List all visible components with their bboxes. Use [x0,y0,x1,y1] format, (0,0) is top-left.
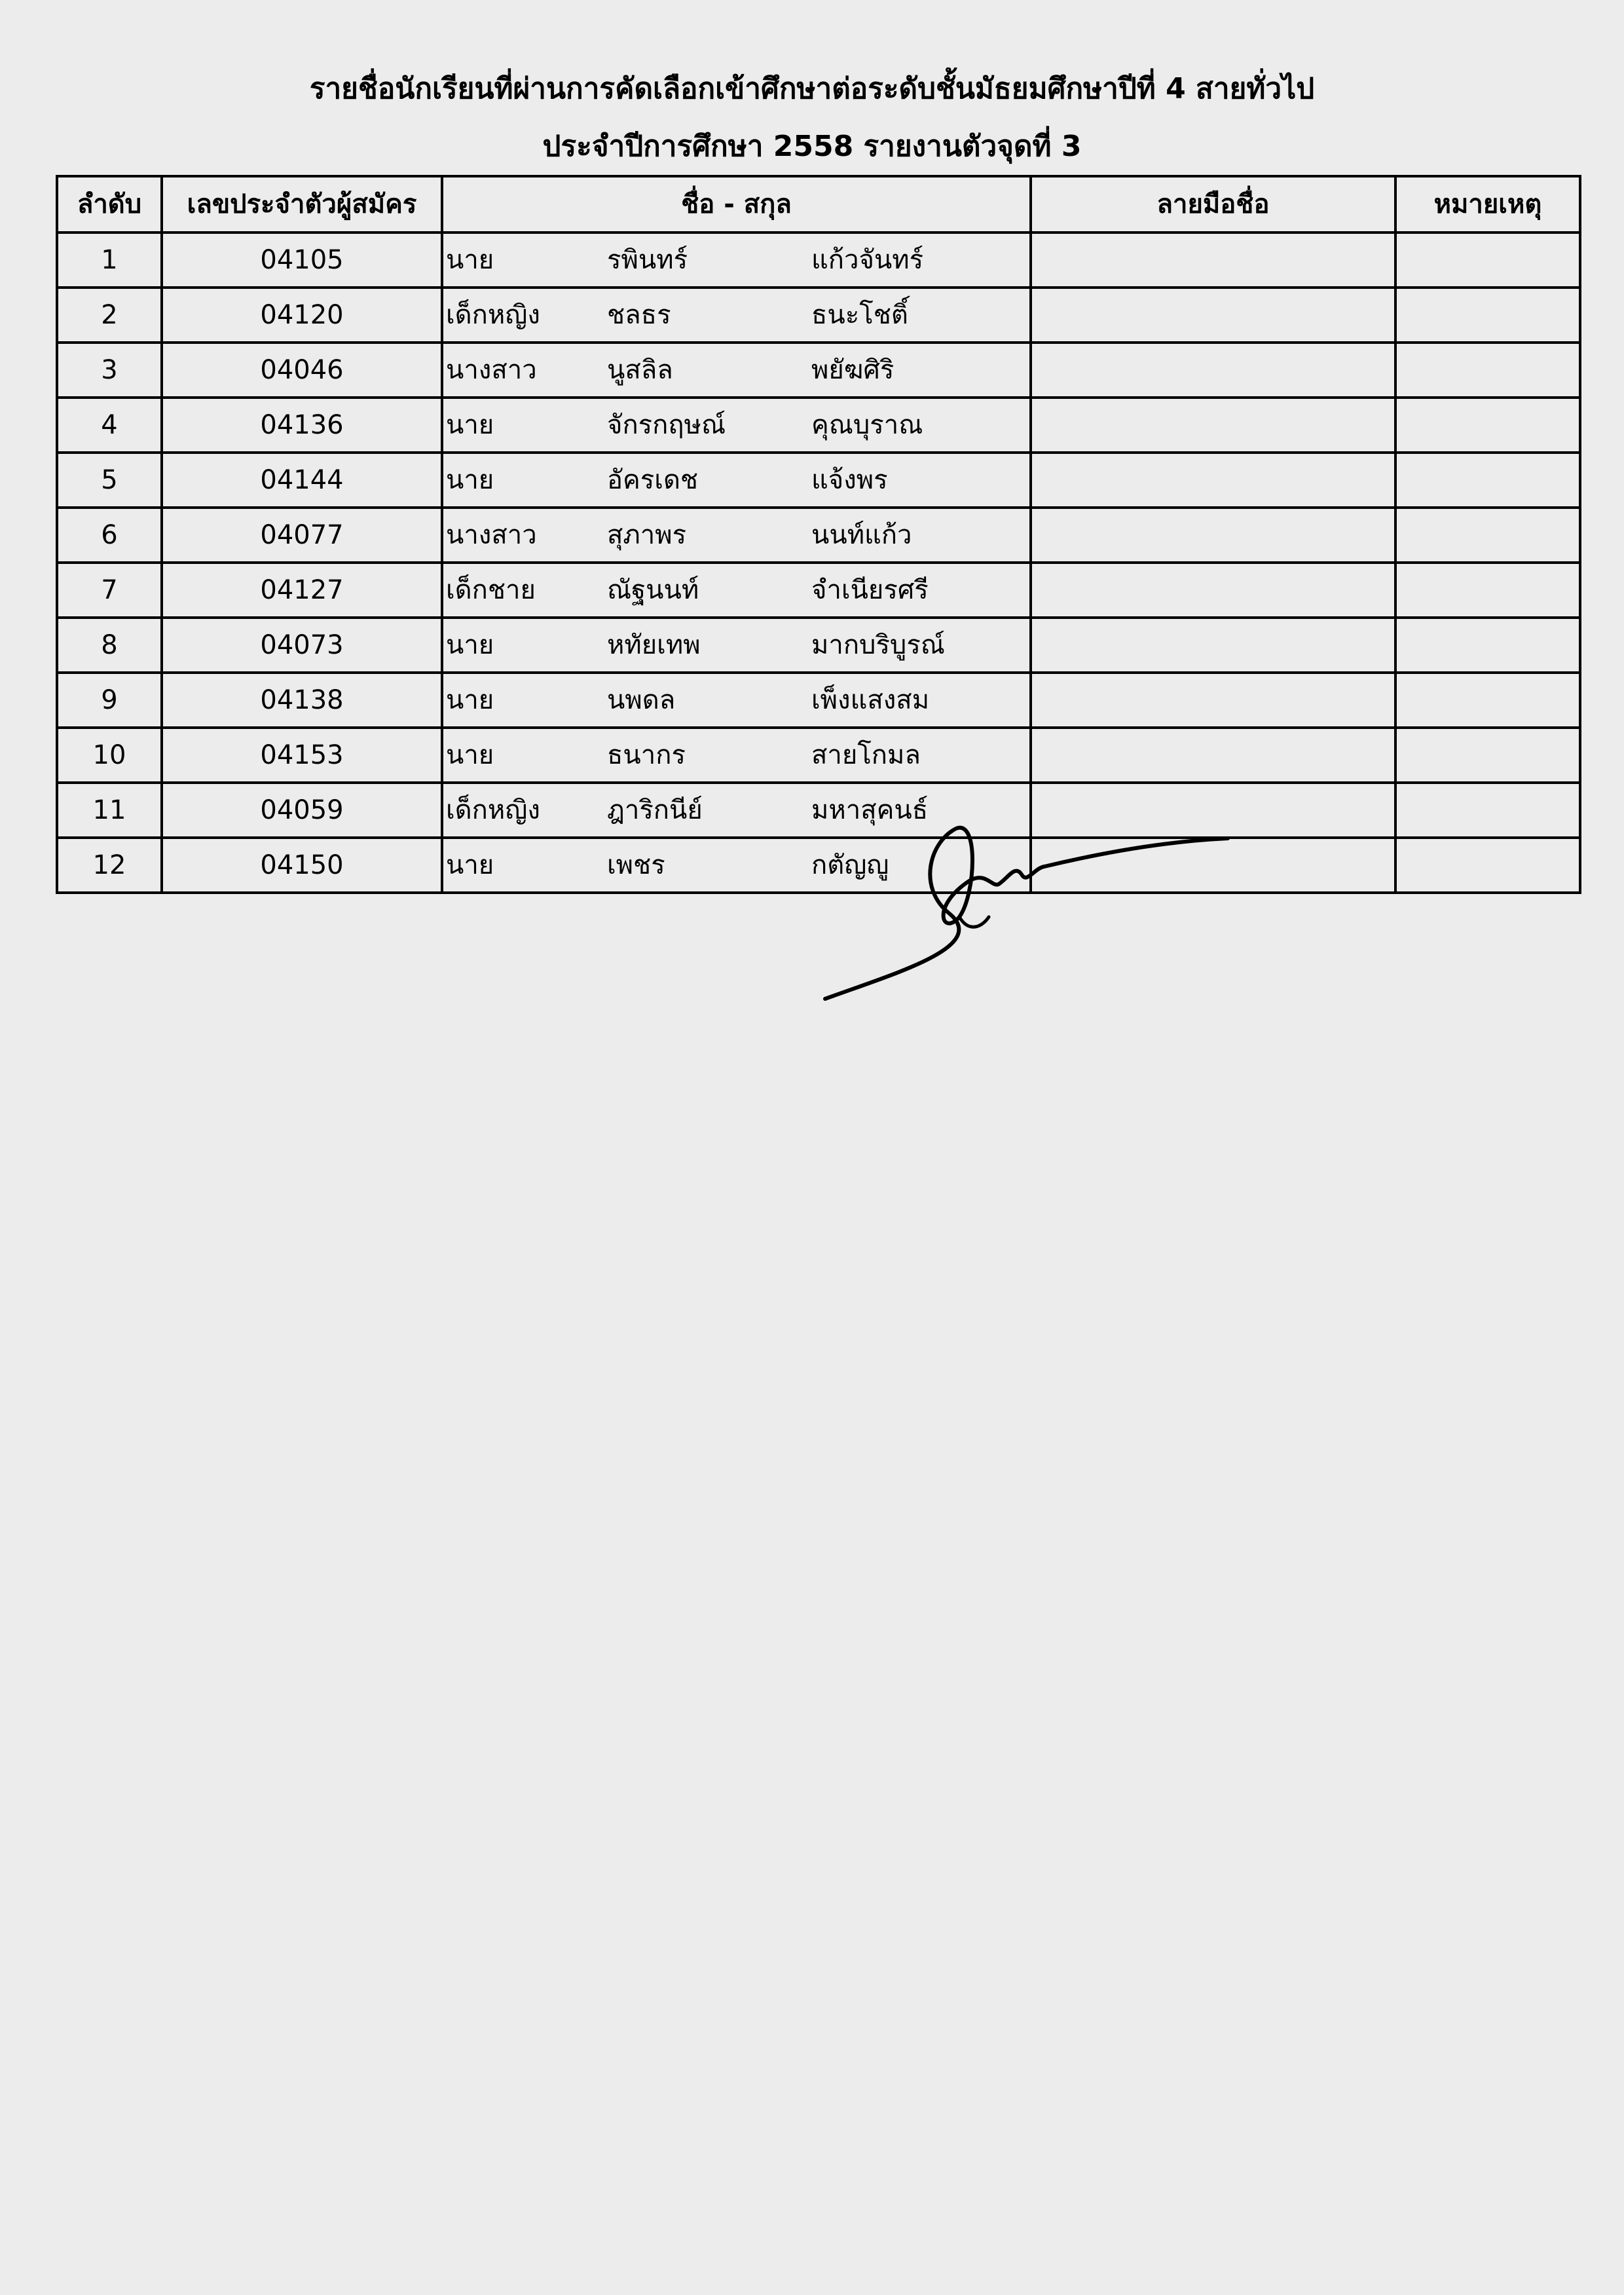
cell-signature[interactable] [1031,453,1395,508]
cell-order: 5 [57,453,162,508]
last-name: ธนะโชติ์ [811,300,908,330]
name-parts [443,619,1029,671]
cell-remarks[interactable] [1395,563,1580,618]
cell-signature[interactable] [1031,398,1395,453]
column-header-full-name: ชื่อ - สกุล [442,176,1031,233]
cell-applicant-id: 04046 [162,343,442,398]
first-name: ฎาริกนีย์ [607,795,703,825]
cell-remarks[interactable] [1395,453,1580,508]
cell-full-name [442,233,1031,288]
document-title: รายชื่อนักเรียนที่ผ่านการคัดเลือกเข้าศึกษาต่อระดับชั้นมัธยมศึกษาปีที่ 4 สายทั่วไป [309,72,1315,105]
table-row [57,453,1580,508]
table-row [57,728,1580,783]
table-row [57,343,1580,398]
cell-full-name [442,673,1031,728]
cell-signature[interactable] [1031,288,1395,343]
name-prefix: เด็กหญิง [446,795,540,825]
cell-remarks[interactable] [1395,728,1580,783]
cell-order: 8 [57,618,162,673]
cell-order: 2 [57,288,162,343]
first-name: ชลธร [607,300,671,330]
cell-signature[interactable] [1031,728,1395,783]
cell-order: 9 [57,673,162,728]
last-name: จำเนียรศรี [811,575,929,605]
first-name: รพินทร์ [607,245,688,275]
cell-remarks[interactable] [1395,783,1580,838]
name-parts [443,564,1029,616]
last-name: กตัญญู [811,850,889,880]
cell-applicant-id: 04127 [162,563,442,618]
last-name: แจ้งพร [811,465,888,495]
cell-order: 6 [57,508,162,563]
cell-signature[interactable] [1031,233,1395,288]
cell-order: 4 [57,398,162,453]
cell-order: 7 [57,563,162,618]
cell-order: 1 [57,233,162,288]
first-name: สุภาพร [607,520,687,550]
cell-applicant-id: 04077 [162,508,442,563]
cell-applicant-id: 04120 [162,288,442,343]
column-header-applicant-id: เลขประจำตัวผู้สมัคร [162,176,442,233]
table-row [57,288,1580,343]
cell-full-name [442,453,1031,508]
cell-signature[interactable] [1031,618,1395,673]
cell-full-name [442,618,1031,673]
last-name: พยัฆศิริ [811,355,895,385]
table-row [57,673,1580,728]
name-parts [443,509,1029,561]
name-prefix: เด็กชาย [446,575,536,605]
cell-full-name [442,508,1031,563]
column-header-order: ลำดับ [57,176,162,233]
name-prefix: นาย [446,630,494,660]
cell-applicant-id: 04105 [162,233,442,288]
cell-signature[interactable] [1031,563,1395,618]
cell-order: 10 [57,728,162,783]
table-body [57,233,1580,893]
first-name: เพชร [607,850,665,880]
cell-remarks[interactable] [1395,398,1580,453]
cell-applicant-id: 04136 [162,398,442,453]
cell-full-name [442,563,1031,618]
cell-remarks[interactable] [1395,673,1580,728]
cell-signature[interactable] [1031,508,1395,563]
name-prefix: นาย [446,850,494,880]
cell-applicant-id: 04144 [162,453,442,508]
last-name: นนท์แก้ว [811,520,912,550]
name-parts [443,289,1029,341]
table-row [57,233,1580,288]
name-prefix: นางสาว [446,520,537,550]
name-parts [443,729,1029,781]
cell-full-name [442,398,1031,453]
student-roster-table [56,175,1581,894]
cell-remarks[interactable] [1395,233,1580,288]
cell-order: 12 [57,838,162,893]
cell-remarks[interactable] [1395,508,1580,563]
cell-full-name [442,728,1031,783]
name-prefix: นาย [446,465,494,495]
cell-full-name [442,343,1031,398]
last-name: แก้วจันทร์ [811,245,924,275]
column-header-remarks: หมายเหตุ [1395,176,1580,233]
cell-order: 3 [57,343,162,398]
name-parts [443,344,1029,396]
first-name: หทัยเทพ [607,630,701,660]
first-name: ณัฐนนท์ [607,575,699,605]
name-parts [443,454,1029,506]
name-parts [443,234,1029,286]
cell-signature[interactable] [1031,343,1395,398]
cell-applicant-id: 04138 [162,673,442,728]
name-prefix: นาย [446,685,494,715]
name-prefix: นาย [446,740,494,770]
first-name: นูสลิล [607,355,673,385]
cell-signature[interactable] [1031,673,1395,728]
name-prefix: เด็กหญิง [446,300,540,330]
cell-remarks[interactable] [1395,288,1580,343]
table-row [57,508,1580,563]
last-name: สายโกมล [811,740,921,770]
first-name: นพดล [607,685,676,715]
name-prefix: นางสาว [446,355,537,385]
name-prefix: นาย [446,245,494,275]
name-prefix: นาย [446,410,494,440]
cell-remarks[interactable] [1395,343,1580,398]
last-name: มหาสุคนธ์ [811,795,929,825]
name-parts [443,674,1029,726]
handwritten-signature [819,802,1238,1012]
column-header-signature: ลายมือชื่อ [1031,176,1395,233]
table-row [57,618,1580,673]
table-header-row [57,176,1580,233]
last-name: มากบริบูรณ์ [811,630,945,660]
cell-order: 11 [57,783,162,838]
cell-remarks[interactable] [1395,838,1580,893]
cell-applicant-id: 04153 [162,728,442,783]
first-name: อัครเดช [607,465,699,495]
first-name: ธนากร [607,740,686,770]
document-subtitle: ประจำปีการศึกษา 2558 รายงานตัวจุดที่ 3 [542,130,1082,163]
last-name: คุณบุราณ [811,410,923,440]
last-name: เพ็งแสงสม [811,685,930,715]
name-parts [443,399,1029,451]
cell-applicant-id: 04150 [162,838,442,893]
cell-applicant-id: 04073 [162,618,442,673]
table-row [57,563,1580,618]
cell-remarks[interactable] [1395,618,1580,673]
cell-applicant-id: 04059 [162,783,442,838]
cell-full-name [442,288,1031,343]
table-row [57,398,1580,453]
first-name: จักรกฤษณ์ [607,410,726,440]
